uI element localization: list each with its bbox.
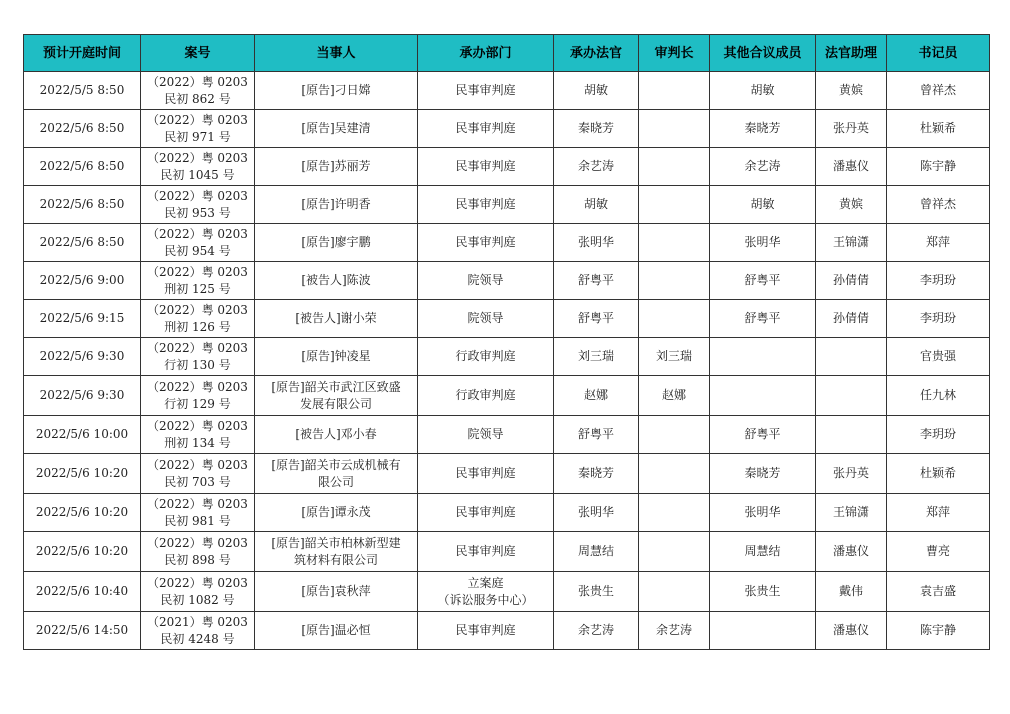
cell-clerk: 官贵强 — [887, 338, 990, 376]
cell-presiding-judge — [639, 416, 710, 454]
cell-time: 2022/5/6 8:50 — [24, 110, 141, 148]
cell-judge: 胡敏 — [554, 186, 639, 224]
cell-presiding-judge — [639, 148, 710, 186]
table-row — [24, 186, 990, 224]
cell-judge: 余艺涛 — [554, 612, 639, 650]
header-judge: 承办法官 — [554, 35, 639, 72]
cell-party: [原告]钟凌星 — [255, 338, 418, 376]
cell-clerk: 郑萍 — [887, 224, 990, 262]
cell-judge: 秦晓芳 — [554, 110, 639, 148]
cell-case-number: （2022）粤 0203 民初 1045 号 — [141, 148, 255, 186]
table-row — [24, 612, 990, 650]
cell-presiding-judge — [639, 72, 710, 110]
cell-judge: 张贵生 — [554, 572, 639, 612]
cell-clerk: 曾祥杰 — [887, 72, 990, 110]
cell-department: 民事审判庭 — [418, 148, 554, 186]
cell-presiding-judge — [639, 494, 710, 532]
table-row — [24, 532, 990, 572]
cell-judge-assistant: 孙倩倩 — [816, 300, 887, 338]
cell-judge: 张明华 — [554, 494, 639, 532]
cell-case-number: （2022）粤 0203 民初 703 号 — [141, 454, 255, 494]
cell-presiding-judge — [639, 454, 710, 494]
cell-party: [原告]廖宇鹏 — [255, 224, 418, 262]
cell-party: [原告]温必恒 — [255, 612, 418, 650]
table-row — [24, 300, 990, 338]
cell-clerk: 袁吉盛 — [887, 572, 990, 612]
cell-time: 2022/5/6 9:30 — [24, 338, 141, 376]
cell-department: 民事审判庭 — [418, 494, 554, 532]
table-header-row — [24, 35, 990, 72]
cell-judge-assistant: 王锦潇 — [816, 224, 887, 262]
cell-clerk: 曹亮 — [887, 532, 990, 572]
cell-time: 2022/5/6 10:20 — [24, 494, 141, 532]
cell-party: [原告]刁日嫦 — [255, 72, 418, 110]
cell-other-members: 周慧结 — [710, 532, 816, 572]
cell-time: 2022/5/6 8:50 — [24, 148, 141, 186]
cell-case-number: （2022）粤 0203 民初 953 号 — [141, 186, 255, 224]
cell-case-number: （2022）粤 0203 民初 898 号 — [141, 532, 255, 572]
table-row — [24, 224, 990, 262]
cell-judge-assistant: 张丹英 — [816, 110, 887, 148]
header-judge-assistant: 法官助理 — [816, 35, 887, 72]
cell-other-members — [710, 338, 816, 376]
cell-other-members: 余艺涛 — [710, 148, 816, 186]
cell-presiding-judge — [639, 300, 710, 338]
cell-party: [被告人]谢小荣 — [255, 300, 418, 338]
cell-presiding-judge — [639, 224, 710, 262]
cell-presiding-judge: 赵娜 — [639, 376, 710, 416]
cell-judge: 赵娜 — [554, 376, 639, 416]
cell-judge: 秦晓芳 — [554, 454, 639, 494]
table-row — [24, 376, 990, 416]
cell-case-number: （2022）粤 0203 民初 971 号 — [141, 110, 255, 148]
cell-clerk: 任九林 — [887, 376, 990, 416]
cell-judge: 舒粤平 — [554, 416, 639, 454]
cell-clerk: 曾祥杰 — [887, 186, 990, 224]
table-row — [24, 148, 990, 186]
cell-department: 行政审判庭 — [418, 338, 554, 376]
cell-clerk: 杜颖希 — [887, 454, 990, 494]
cell-department: 民事审判庭 — [418, 224, 554, 262]
cell-judge: 舒粤平 — [554, 262, 639, 300]
cell-clerk: 郑萍 — [887, 494, 990, 532]
cell-time: 2022/5/6 10:20 — [24, 454, 141, 494]
cell-case-number: （2022）粤 0203 刑初 126 号 — [141, 300, 255, 338]
cell-party: [被告人]陈波 — [255, 262, 418, 300]
cell-time: 2022/5/6 10:20 — [24, 532, 141, 572]
cell-other-members: 张贵生 — [710, 572, 816, 612]
cell-department: 民事审判庭 — [418, 186, 554, 224]
cell-judge-assistant: 潘惠仪 — [816, 612, 887, 650]
cell-case-number: （2022）粤 0203 民初 954 号 — [141, 224, 255, 262]
table-row — [24, 454, 990, 494]
cell-party: [原告]韶关市云成机械有 限公司 — [255, 454, 418, 494]
cell-judge-assistant: 黄嫔 — [816, 186, 887, 224]
cell-department: 民事审判庭 — [418, 612, 554, 650]
cell-judge-assistant: 王锦潇 — [816, 494, 887, 532]
cell-presiding-judge — [639, 186, 710, 224]
cell-other-members: 张明华 — [710, 224, 816, 262]
cell-judge: 周慧结 — [554, 532, 639, 572]
table-row — [24, 416, 990, 454]
cell-judge-assistant: 黄嫔 — [816, 72, 887, 110]
cell-other-members: 胡敏 — [710, 72, 816, 110]
header-party: 当事人 — [255, 35, 418, 72]
hearing-schedule-sheet — [23, 34, 989, 650]
cell-other-members: 胡敏 — [710, 186, 816, 224]
cell-time: 2022/5/5 8:50 — [24, 72, 141, 110]
cell-other-members: 张明华 — [710, 494, 816, 532]
header-clerk: 书记员 — [887, 35, 990, 72]
cell-case-number: （2022）粤 0203 刑初 134 号 — [141, 416, 255, 454]
cell-party: [被告人]邓小春 — [255, 416, 418, 454]
header-case-number: 案号 — [141, 35, 255, 72]
cell-time: 2022/5/6 10:40 — [24, 572, 141, 612]
cell-case-number: （2022）粤 0203 民初 981 号 — [141, 494, 255, 532]
cell-time: 2022/5/6 8:50 — [24, 224, 141, 262]
cell-other-members: 舒粤平 — [710, 262, 816, 300]
cell-case-number: （2022）粤 0203 民初 862 号 — [141, 72, 255, 110]
cell-judge-assistant — [816, 416, 887, 454]
cell-judge: 张明华 — [554, 224, 639, 262]
cell-judge-assistant: 潘惠仪 — [816, 148, 887, 186]
cell-judge-assistant: 孙倩倩 — [816, 262, 887, 300]
cell-department: 立案庭 （诉讼服务中心） — [418, 572, 554, 612]
cell-judge: 舒粤平 — [554, 300, 639, 338]
cell-other-members: 秦晓芳 — [710, 454, 816, 494]
cell-presiding-judge: 余艺涛 — [639, 612, 710, 650]
cell-presiding-judge — [639, 110, 710, 148]
table-row — [24, 262, 990, 300]
cell-party: [原告]许明香 — [255, 186, 418, 224]
header-other-members: 其他合议成员 — [710, 35, 816, 72]
cell-party: [原告]谭永茂 — [255, 494, 418, 532]
cell-time: 2022/5/6 9:30 — [24, 376, 141, 416]
cell-presiding-judge — [639, 572, 710, 612]
cell-time: 2022/5/6 9:00 — [24, 262, 141, 300]
hearing-schedule-table — [23, 34, 990, 650]
cell-judge-assistant: 潘惠仪 — [816, 532, 887, 572]
cell-department: 民事审判庭 — [418, 72, 554, 110]
cell-clerk: 李玥玢 — [887, 300, 990, 338]
table-row — [24, 494, 990, 532]
cell-judge-assistant — [816, 338, 887, 376]
cell-case-number: （2022）粤 0203 行初 129 号 — [141, 376, 255, 416]
cell-judge: 刘三瑞 — [554, 338, 639, 376]
cell-other-members — [710, 376, 816, 416]
cell-department: 民事审判庭 — [418, 110, 554, 148]
cell-time: 2022/5/6 14:50 — [24, 612, 141, 650]
cell-other-members: 秦晓芳 — [710, 110, 816, 148]
cell-department: 院领导 — [418, 262, 554, 300]
cell-case-number: （2021）粤 0203 民初 4248 号 — [141, 612, 255, 650]
table-row — [24, 72, 990, 110]
cell-department: 行政审判庭 — [418, 376, 554, 416]
cell-judge: 余艺涛 — [554, 148, 639, 186]
cell-department: 民事审判庭 — [418, 532, 554, 572]
table-row — [24, 572, 990, 612]
cell-department: 院领导 — [418, 416, 554, 454]
cell-department: 民事审判庭 — [418, 454, 554, 494]
table-row — [24, 338, 990, 376]
cell-presiding-judge — [639, 262, 710, 300]
table-row — [24, 110, 990, 148]
cell-time: 2022/5/6 10:00 — [24, 416, 141, 454]
cell-clerk: 陈宇静 — [887, 148, 990, 186]
cell-party: [原告]袁秋萍 — [255, 572, 418, 612]
cell-judge-assistant: 张丹英 — [816, 454, 887, 494]
cell-case-number: （2022）粤 0203 刑初 125 号 — [141, 262, 255, 300]
cell-clerk: 李玥玢 — [887, 262, 990, 300]
cell-case-number: （2022）粤 0203 民初 1082 号 — [141, 572, 255, 612]
cell-case-number: （2022）粤 0203 行初 130 号 — [141, 338, 255, 376]
header-department: 承办部门 — [418, 35, 554, 72]
cell-judge: 胡敏 — [554, 72, 639, 110]
header-time: 预计开庭时间 — [24, 35, 141, 72]
cell-department: 院领导 — [418, 300, 554, 338]
cell-clerk: 李玥玢 — [887, 416, 990, 454]
cell-judge-assistant: 戴伟 — [816, 572, 887, 612]
table-body — [24, 72, 990, 650]
cell-other-members: 舒粤平 — [710, 300, 816, 338]
header-presiding-judge: 审判长 — [639, 35, 710, 72]
cell-presiding-judge — [639, 532, 710, 572]
cell-party: [原告]吴建清 — [255, 110, 418, 148]
cell-party: [原告]韶关市武江区致盛 发展有限公司 — [255, 376, 418, 416]
cell-other-members — [710, 612, 816, 650]
cell-party: [原告]苏丽芳 — [255, 148, 418, 186]
cell-presiding-judge: 刘三瑞 — [639, 338, 710, 376]
cell-other-members: 舒粤平 — [710, 416, 816, 454]
cell-clerk: 陈宇静 — [887, 612, 990, 650]
cell-time: 2022/5/6 9:15 — [24, 300, 141, 338]
cell-clerk: 杜颖希 — [887, 110, 990, 148]
cell-judge-assistant — [816, 376, 887, 416]
cell-party: [原告]韶关市柏林新型建 筑材料有限公司 — [255, 532, 418, 572]
cell-time: 2022/5/6 8:50 — [24, 186, 141, 224]
